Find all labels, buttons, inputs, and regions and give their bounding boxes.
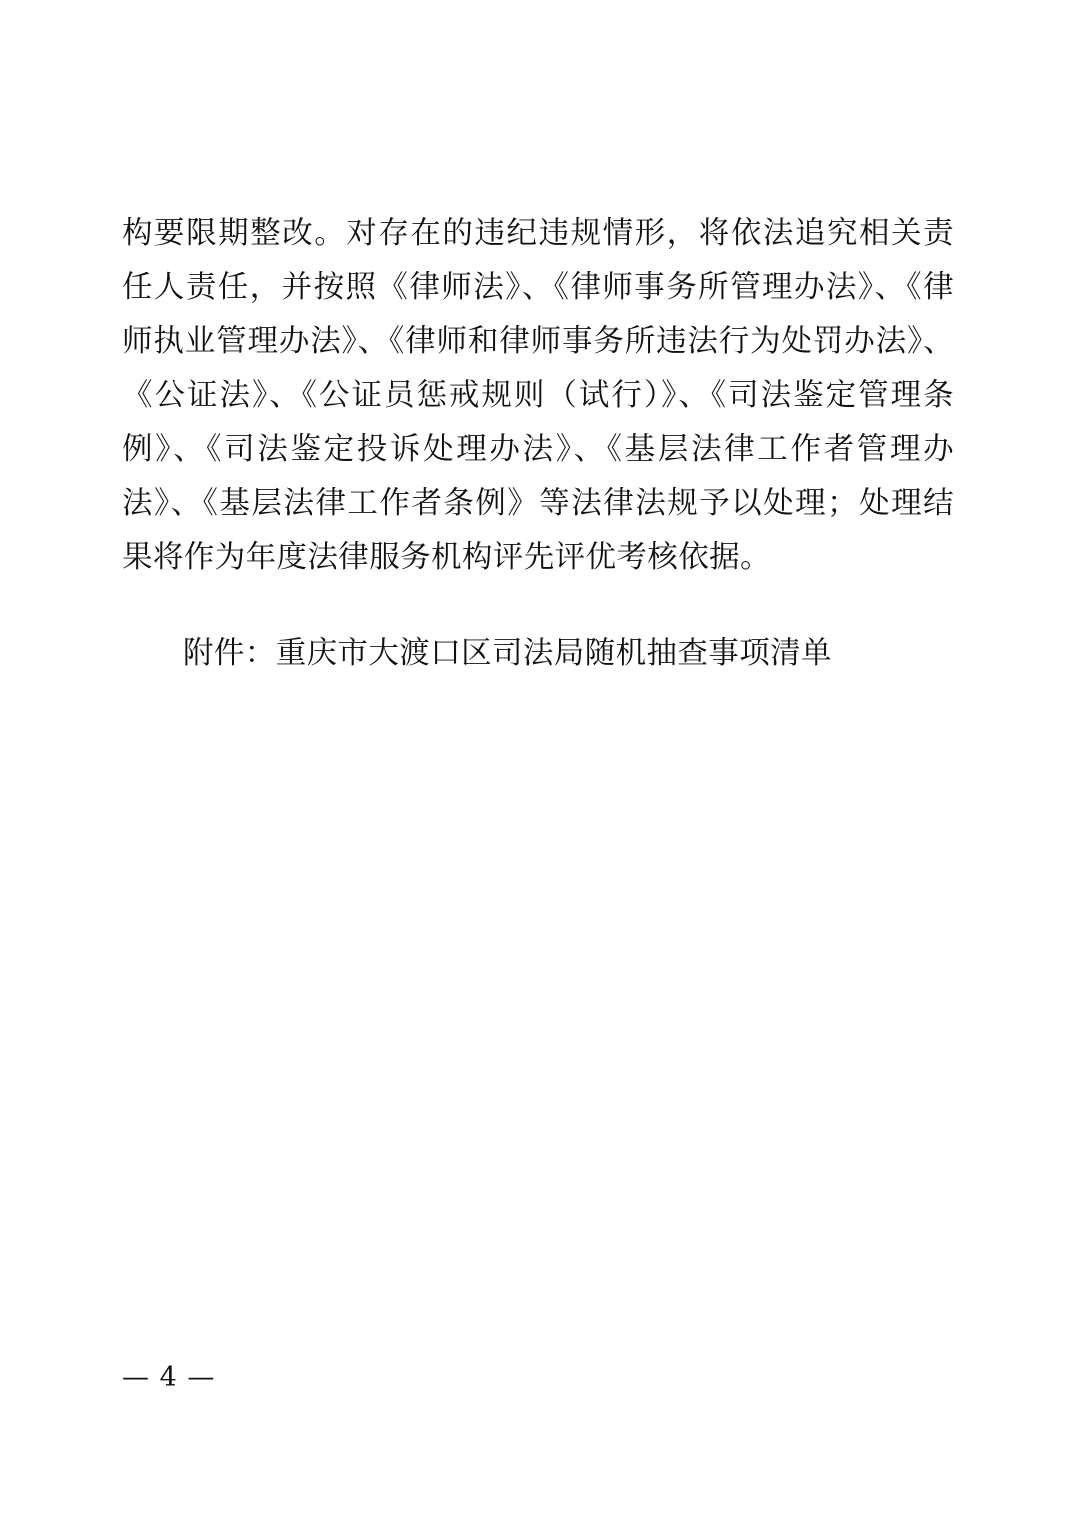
attachment-line: 附件：重庆市大渡口区司法局随机抽查事项清单: [183, 635, 832, 671]
body-paragraph: 构要限期整改。对存在的违纪违规情形，将依法追究相关责任人责任，并按照《律师法》、《律师事务所管理办法》、《律师执业管理办法》、《律师和律师事务所违法行为处罚办法》、《公证法》、《公证员惩戒规则（试行）》、《司法鉴定管理条例》、《司法鉴定投诉处理办法》、《基层法律工作者管理办法》、《基层法律工作者条例》等法律法规予以处理；处理结果将作为年度法律服务机构评先评优考核依据。: [122, 215, 954, 575]
page-number: — 4 —: [122, 1362, 216, 1393]
